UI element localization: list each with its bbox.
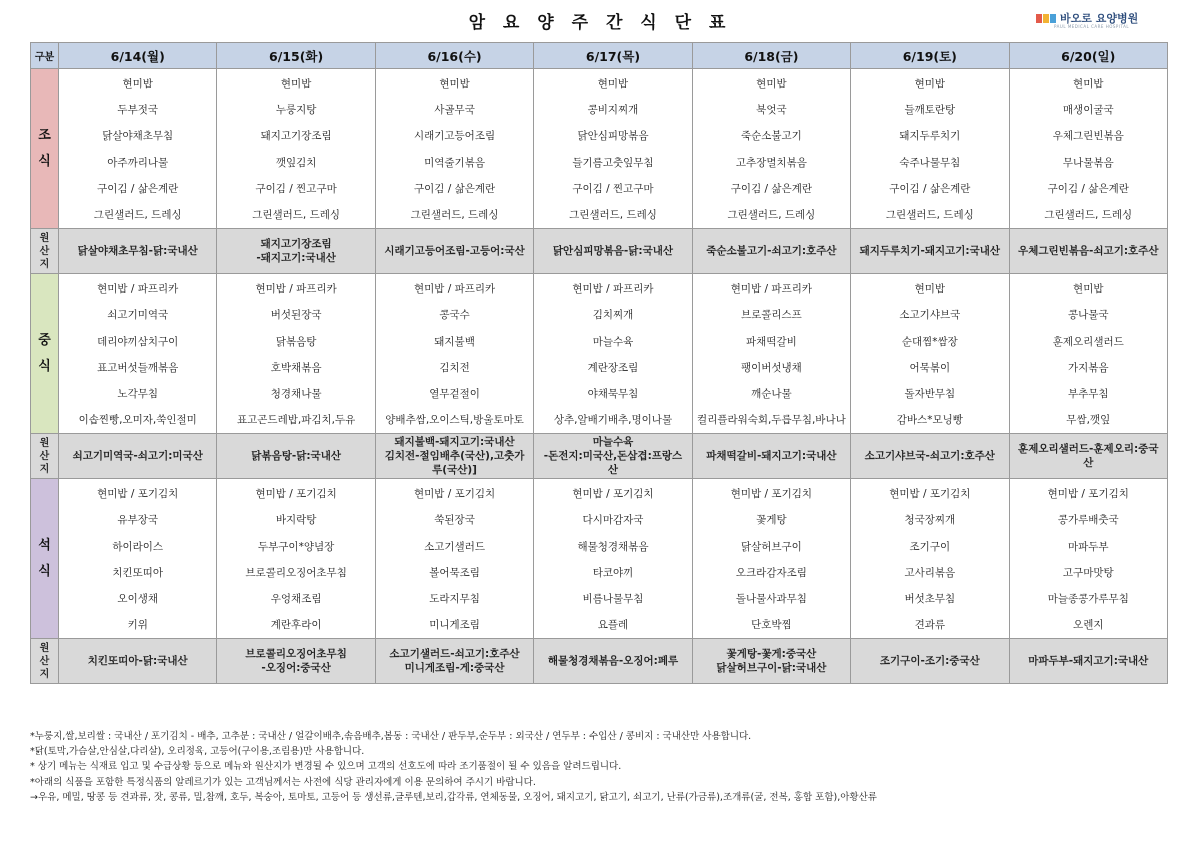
menu-item: 현미밥: [597, 78, 629, 90]
menu-item: 구이김 / 삶은계란: [1047, 182, 1129, 195]
origin-label-char: 산: [39, 655, 50, 667]
menu-item: 그린샐러드, 드레싱: [252, 208, 341, 221]
menu-item: 볼어묵조림: [429, 566, 480, 579]
menu-item: 북엇국: [756, 104, 787, 117]
origin-cell: [217, 229, 375, 274]
breakfast-cell: [375, 69, 533, 229]
note-line: * 상기 메뉴는 식재료 입고 및 수급상황 등으로 메뉴와 원산지가 변경될 수 있으며 고객의 선호도에 따라 조기품절이 될 수 있음을 알려드립니다.: [30, 761, 622, 773]
origin-text: 훈제오리샐러드-훈제오리:중국 산: [1018, 443, 1159, 470]
breakfast-cell: [1009, 69, 1167, 229]
breakfast-origin-row: [31, 229, 1168, 274]
menu-item: 돼지두루치기: [899, 130, 961, 143]
origin-text: 돼지두루치기-돼지고기:국내산: [859, 245, 1001, 258]
menu-item: 가지볶음: [1067, 361, 1109, 374]
menu-item: 돌나물사과무침: [735, 593, 807, 605]
menu-item: 부추무침: [1067, 387, 1109, 400]
page-title: 암 요 양 주 간 식 단 표: [468, 13, 732, 33]
lunch-row: [31, 274, 1168, 434]
origin-label: [31, 434, 59, 479]
origin-cell: [1009, 434, 1167, 479]
dinner-cell: [217, 479, 375, 639]
origin-cell: [1009, 229, 1167, 274]
menu-item: 현미밥 / 포기김치: [97, 488, 179, 501]
breakfast-cell: [217, 69, 375, 229]
origin-cell: [1009, 639, 1167, 684]
menu-item: 현미밥 / 포기김치: [413, 488, 496, 501]
menu-item: 우엉채조림: [270, 593, 322, 605]
menu-item: 구이김 / 찐고구마: [572, 182, 654, 195]
origin-label: [31, 229, 59, 274]
menu-item: 조기구이: [909, 540, 951, 553]
origin-text: 닭안심피망볶음-닭:국내산: [552, 245, 674, 258]
logo-subtitle: PAUL MEDICAL CARE HOSPITAL: [1054, 24, 1130, 29]
menu-item: 청경채나물: [270, 387, 322, 400]
menu-item: 콩가루배춧국: [1057, 514, 1119, 527]
menu-item: 죽순소불고기: [740, 130, 802, 143]
menu-item: 두부구이*양념장: [258, 540, 335, 553]
origin-cell: [59, 229, 217, 274]
menu-item: 사골무국: [434, 104, 475, 117]
origin-cell: [375, 229, 533, 274]
menu-item: 바지락탕: [275, 514, 317, 527]
breakfast-row: [31, 69, 1168, 229]
menu-item: 브로콜리스프: [740, 309, 802, 322]
dinner-cell: [534, 479, 692, 639]
menu-item: 버섯된장국: [270, 309, 322, 322]
menu-item: 구이김 / 삶은계란: [413, 182, 496, 195]
logo-mark-icon: [1036, 14, 1056, 23]
menu-item: 치킨또띠아: [112, 566, 164, 579]
menu-item: 고추장멸치볶음: [735, 156, 807, 169]
origin-cell: [851, 434, 1009, 479]
menu-item: 무나물볶음: [1062, 156, 1114, 169]
menu-item: 현미밥: [756, 78, 787, 90]
menu-item: 유부장국: [117, 514, 158, 527]
day-header: 6/17(목): [534, 43, 692, 69]
origin-text: 마파두부-돼지고기:국내산: [1028, 655, 1149, 668]
origin-text: 죽순소불고기-쇠고기:호주산: [706, 245, 837, 258]
menu-item: 닭살허브구이: [740, 540, 802, 553]
menu-item: 팽이버섯냉채: [740, 361, 802, 374]
menu-item: 미역줄기볶음: [424, 156, 485, 169]
menu-item: 마늘수육: [592, 335, 634, 348]
dinner-label: [31, 479, 59, 639]
day-header: 6/16(수): [375, 43, 533, 69]
origin-text: 브로콜리오징어초무침 -오징어:중국산: [245, 648, 347, 675]
day-header: 6/19(토): [851, 43, 1009, 69]
menu-item: 어묵볶이: [909, 361, 951, 374]
header-row: [31, 43, 1168, 69]
menu-item: 콩비지찌개: [587, 104, 639, 117]
origin-cell: [59, 639, 217, 684]
menu-item: 그린샐러드, 드레싱: [1044, 208, 1133, 221]
menu-item: 닭살야채초무침: [102, 130, 174, 143]
day-header: 6/14(월): [59, 43, 217, 69]
dinner-cell: [692, 479, 850, 639]
menu-item: 그린샐러드, 드레싱: [410, 208, 499, 221]
menu-item: 깨순나물: [751, 387, 792, 400]
menu-item: 고사리볶음: [904, 566, 956, 579]
meal-label-char: 식: [38, 563, 51, 579]
origin-cell: [692, 229, 850, 274]
menu-item: 마파두부: [1067, 540, 1109, 553]
origin-text: 치킨또띠아-닭:국내산: [87, 655, 188, 668]
note-line: *닭(토막,가슴살,안심살,다리살), 오리정육, 고등어(구이용,조림용)만 사용합니다.: [30, 746, 365, 758]
origin-text: 해물청경채볶음-오징어:페루: [547, 655, 679, 668]
menu-item: 콩나물국: [1067, 309, 1109, 322]
menu-item: 현미밥 / 파프리카: [413, 283, 496, 296]
menu-item: 그린샐러드, 드레싱: [885, 208, 974, 221]
menu-item: 데리야끼삼치구이: [97, 335, 179, 348]
menu-item: 시래기고등어조림: [413, 130, 496, 143]
menu-item: 하이라이스: [112, 540, 164, 553]
origin-text: 돼지불백-돼지고기:국내산 김치전-절임배추(국산),고춧가 루(국산)]: [384, 436, 525, 477]
menu-item: 김치찌개: [592, 309, 634, 322]
menu-item: 현미밥 / 포기김치: [889, 488, 971, 501]
menu-item: 현미밥: [914, 283, 946, 296]
menu-item: 도라지무침: [429, 593, 480, 605]
menu-item: 들깨토란탕: [904, 104, 956, 117]
menu-item: 쇠고기미역국: [107, 309, 169, 322]
menu-item: 현미밥 / 파프리카: [730, 283, 812, 296]
menu-item: 해물청경채볶음: [577, 540, 649, 553]
menu-item: 표고곤드레밥,파김치,두유: [237, 414, 356, 427]
menu-item: 키위: [127, 619, 148, 632]
menu-item: 현미밥 / 포기김치: [730, 488, 812, 501]
origin-text: 쇠고기미역국-쇠고기:미국산: [72, 450, 203, 463]
menu-item: 콩국수: [439, 309, 470, 322]
lunch-origin-row: [31, 434, 1168, 479]
menu-item: 현미밥: [439, 78, 470, 90]
origin-cell: [851, 639, 1009, 684]
origin-label: [31, 639, 59, 684]
menu-item: 이솝찐빵,오미자,쑥인절미: [78, 414, 197, 427]
menu-item: 훈제오리샐러드: [1052, 335, 1124, 348]
menu-item: 현미밥: [122, 78, 153, 90]
menu-item: 오크라감자조림: [735, 566, 807, 579]
menu-item: 비름나물무침: [582, 593, 644, 605]
menu-item: 노각무침: [117, 387, 158, 400]
lunch-cell: [59, 274, 217, 434]
origin-label-char: 원: [39, 642, 50, 654]
menu-item: 꽃게탕: [756, 514, 787, 527]
lunch-cell: [375, 274, 533, 434]
menu-item: 마늘종콩가루무침: [1047, 593, 1129, 605]
menu-item: 그린샐러드, 드레싱: [727, 208, 816, 221]
origin-cell: [534, 229, 692, 274]
origin-text: 파채떡갈비-돼지고기:국내산: [706, 450, 837, 463]
origin-label-char: 지: [39, 258, 50, 270]
menu-item: 현미밥: [1073, 78, 1104, 90]
dinner-cell: [375, 479, 533, 639]
lunch-cell: [1009, 274, 1167, 434]
note-line: *아래의 식품을 포함한 특정식품의 알레르기가 있는 고객님께서는 사전에 식당 관리자에게 이용 문의하여 주시기 바랍니다.: [30, 776, 536, 788]
weekly-menu-table: [30, 42, 1168, 684]
origin-cell: [217, 639, 375, 684]
menu-item: 오이생채: [117, 593, 158, 605]
menu-item: 쑥된장국: [434, 514, 475, 527]
menu-item: 현미밥: [914, 78, 946, 90]
menu-item: 구이김 / 삶은계란: [889, 182, 971, 195]
breakfast-cell: [534, 69, 692, 229]
menu-item: 브로콜리오징어초무침: [245, 566, 347, 579]
breakfast-cell: [851, 69, 1009, 229]
menu-item: 미니게조림: [429, 619, 480, 632]
lunch-label: [31, 274, 59, 434]
origin-text: 소고기샤브국-쇠고기:호주산: [864, 450, 995, 463]
menu-item: 소고기샤브국: [899, 309, 961, 322]
menu-item: 청국장찌개: [904, 514, 956, 527]
menu-item: 두부젓국: [117, 104, 158, 117]
menu-item: 현미밥 / 파프리카: [255, 283, 337, 296]
menu-item: 들기름고춧잎무침: [572, 156, 654, 169]
menu-item: 견과류: [914, 619, 946, 632]
menu-item: 우체그린빈볶음: [1052, 130, 1124, 143]
menu-item: 요플레: [597, 619, 629, 632]
origin-label-char: 산: [39, 450, 50, 462]
breakfast-cell: [59, 69, 217, 229]
origin-cell: [692, 434, 850, 479]
menu-item: 닭볶음탕: [275, 335, 317, 348]
menu-item: 닭안심피망볶음: [577, 130, 649, 143]
corner-label: 구분: [31, 43, 59, 69]
menu-item: 깻잎김치: [275, 156, 317, 169]
menu-item: 다시마감자국: [582, 514, 644, 527]
menu-item: 그린샐러드, 드레싱: [569, 208, 657, 221]
origin-cell: [375, 434, 533, 479]
origin-label-char: 지: [39, 463, 50, 475]
origin-label-char: 산: [39, 245, 50, 257]
day-header: 6/20(일): [1009, 43, 1167, 69]
origin-cell: [851, 229, 1009, 274]
origin-cell: [59, 434, 217, 479]
origin-label-char: 원: [39, 437, 50, 449]
menu-item: 현미밥 / 포기김치: [255, 488, 337, 501]
origin-label-char: 지: [39, 668, 50, 680]
day-header: 6/18(금): [692, 43, 850, 69]
menu-item: 그린샐러드, 드레싱: [93, 208, 182, 221]
lunch-cell: [851, 274, 1009, 434]
menu-item: 양배추쌈,오이스틱,방울토마토: [385, 414, 524, 427]
menu-item: 현미밥 / 파프리카: [572, 283, 654, 296]
dinner-cell: [59, 479, 217, 639]
menu-item: 현미밥: [280, 78, 312, 90]
menu-item: 현미밥: [1073, 283, 1104, 296]
lunch-cell: [534, 274, 692, 434]
menu-item: 호박채볶음: [270, 361, 322, 374]
dinner-origin-row: [31, 639, 1168, 684]
origin-text: 돼지고기장조림 -돼지고기:국내산: [256, 238, 336, 265]
menu-item: 돼지고기장조림: [260, 130, 332, 143]
origin-text: 시래기고등어조림-고등어:국산: [384, 245, 525, 258]
notes-section: [30, 729, 1170, 805]
menu-item: 구이김 / 삶은계란: [97, 182, 179, 195]
logo-text: 바오로 요양병원: [1060, 12, 1139, 25]
dinner-row: [31, 479, 1168, 639]
menu-item: 숙주나물무침: [899, 156, 961, 169]
meal-label-char: 중: [38, 332, 51, 348]
origin-cell: [534, 434, 692, 479]
lunch-cell: [217, 274, 375, 434]
hospital-logo: [1036, 10, 1139, 29]
origin-text: 마늘수육 -돈전지:미국산,돈삼겹:프랑스 산: [543, 436, 683, 477]
menu-item: 현미밥 / 파프리카: [97, 283, 179, 296]
menu-item: 현미밥 / 포기김치: [1047, 488, 1129, 501]
menu-item: 순대찜*쌈장: [901, 335, 958, 348]
note-line: *누룽지,쌀,보리쌀 : 국내산 / 포기김치 - 배추, 고추분 : 국내산 / 얼갈이배추,솎음배추,봄동 : 국내산 / 판두부,순두부 : 외국산 / 연두부 : 수입산 / 콩비지 : 국내산만 사용합니다.: [30, 731, 752, 742]
menu-item: 무쌈,깻잎: [1066, 414, 1111, 427]
meal-label-char: 석: [38, 537, 51, 553]
origin-text: 닭살야채초무침-닭:국내산: [77, 245, 198, 258]
origin-cell: [217, 434, 375, 479]
menu-item: 계란장조림: [587, 361, 639, 374]
menu-item: 소고기샐러드: [424, 540, 485, 553]
meal-label-char: 식: [38, 358, 51, 374]
menu-item: 계란후라이: [270, 619, 322, 632]
menu-item: 고구마맛탕: [1062, 566, 1114, 579]
menu-item: 감바스*모닝빵: [896, 414, 963, 427]
menu-item: 돼지불백: [434, 335, 475, 348]
breakfast-label: [31, 69, 59, 229]
menu-item: 현미밥 / 포기김치: [572, 488, 654, 501]
meal-label-char: 조: [38, 127, 51, 143]
menu-item: 돌자반무침: [904, 387, 956, 400]
menu-item: 단호박찜: [751, 619, 792, 632]
menu-item: 파채떡갈비: [746, 335, 797, 348]
origin-text: 조기구이-조기:중국산: [879, 655, 980, 668]
menu-item: 김치전: [439, 361, 470, 374]
origin-cell: [375, 639, 533, 684]
breakfast-cell: [692, 69, 850, 229]
menu-item: 오렌지: [1073, 619, 1104, 632]
menu-item: 열무겉절이: [429, 387, 480, 400]
menu-item: 매생이굴국: [1062, 104, 1114, 117]
origin-cell: [534, 639, 692, 684]
menu-item: 아주까리나물: [107, 156, 169, 169]
origin-text: 우체그린빈볶음-쇠고기:호주산: [1018, 245, 1159, 258]
meal-label-char: 식: [38, 153, 51, 169]
note-line: →우유, 메밀, 땅콩 등 견과류, 잣, 콩류, 밀,참깨, 호두, 복숭아, 토마토, 고등어 등 생선류,글루텐,보리,갑각류, 연체동물, 오징어, 돼지고기, 닭고기, 쇠고기, 난류(가금류),조개류(굴, 전복, 홍합 포함),아황산류: [30, 791, 877, 803]
menu-item: 구이김 / 찐고구마: [255, 182, 337, 195]
menu-item: 컬리플라워숙회,두릅무침,바나나: [697, 414, 846, 427]
menu-item: 표고버섯들깨볶음: [97, 361, 179, 374]
origin-text: 꽃게탕-꽃게:중국산 닭살허브구이-닭:국내산: [716, 648, 827, 675]
origin-cell: [692, 639, 850, 684]
dinner-cell: [851, 479, 1009, 639]
menu-item: 야채묵무침: [587, 387, 639, 400]
origin-text: 소고기샐러드-쇠고기:호주산 미니게조림-게:중국산: [389, 648, 520, 675]
menu-item: 상추,알배기배추,명이나물: [553, 414, 673, 427]
menu-item: 누룽지탕: [275, 104, 317, 117]
menu-item: 버섯초무침: [904, 593, 956, 605]
day-header: 6/15(화): [217, 43, 375, 69]
lunch-cell: [692, 274, 850, 434]
dinner-cell: [1009, 479, 1167, 639]
menu-item: 타코야끼: [592, 566, 634, 579]
origin-label-char: 원: [39, 232, 50, 244]
menu-item: 구이김 / 삶은계란: [730, 182, 812, 195]
origin-text: 닭볶음탕-닭:국내산: [251, 450, 341, 463]
